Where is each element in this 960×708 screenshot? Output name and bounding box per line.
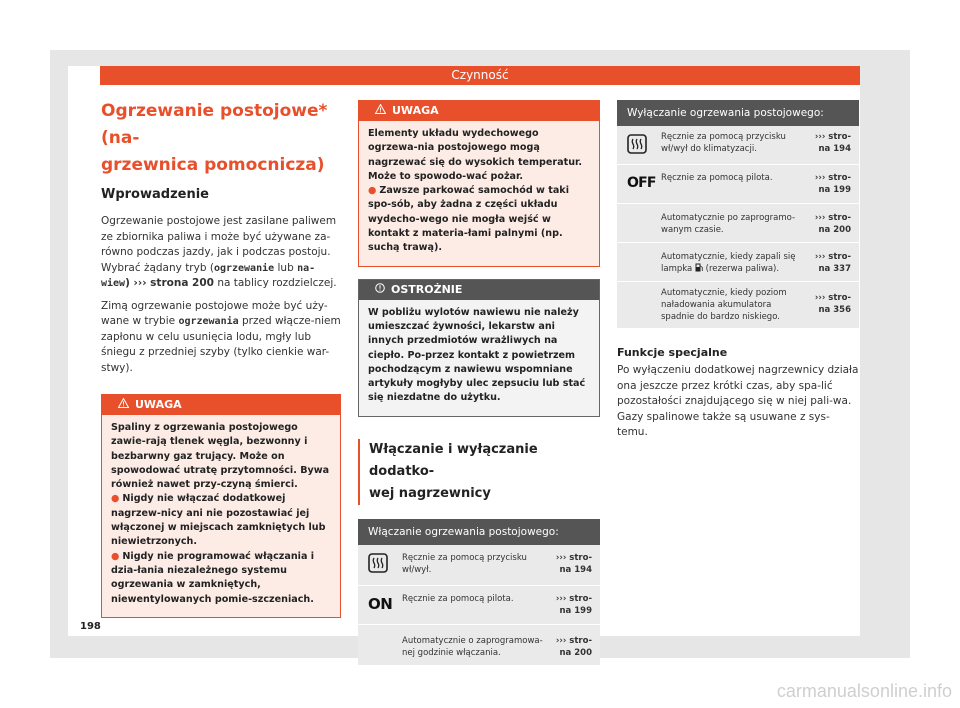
page-reference[interactable]: ››› stro- na 200 [814,213,851,235]
heater-button-icon [368,553,388,573]
warning-text [102,415,340,617]
paragraph-1 [101,214,341,292]
warning-text [359,121,599,266]
warning-box [101,394,341,618]
warning-triangle-icon [375,104,386,114]
mode-label: ogrzewanie [213,262,275,274]
chapter-header: Czynność [100,66,860,85]
switch-off-table [617,100,859,329]
page-reference[interactable]: ››› stro- na 356 [814,293,851,315]
title-line-2: grzewnica pomocnicza) [101,155,325,175]
row-text: Ręcznie za pomocą pilota. [661,173,773,183]
info-circle-icon [375,283,385,293]
table-row [617,204,859,243]
table-row [617,243,859,282]
mode-label: na-wiew [101,262,316,289]
heading-line-1: Włączanie i wyłączanie dodatko- [369,441,538,479]
warning-label: UWAGA [392,104,439,117]
mode-label: ogrzewania [178,316,239,327]
page-reference[interactable]: ››› stro- na 200 [555,635,592,658]
row-text: Automatycznie po zaprogramo-wanym czasie. [661,213,796,235]
warning-paragraph: Spaliny z ogrzewania postojowego zawie-rają tlenek węgla, bezwonny i bezbarwny gaz trujący. Może on spowodować utratę przytomności. Bywa również nawet przy-czyną śmierci. [111,422,330,491]
text: przed włącze-niem zapłonu w celu usunięcia lodu, mgły lub śniegu z przedniej szyby (tylko cienkie war-stwy). [101,315,341,374]
heater-button-icon [627,134,647,154]
off-label-icon: OFF [627,175,656,191]
paragraph-2 [101,299,341,377]
caution-label: OSTROŻNIE [391,282,463,296]
page-number: 198 [80,621,101,632]
caution-text [359,300,599,416]
caution-header [359,280,599,300]
text: lub [274,261,298,274]
switch-on-table [358,519,600,666]
fuel-reserve-icon [695,263,703,272]
table-row [617,126,859,165]
right-column [617,100,859,441]
warning-box [358,100,600,267]
special-functions-heading: Funkcje specjalne [617,346,728,359]
middle-column [358,100,600,666]
table-row [358,545,600,586]
warning-header [359,101,599,121]
table-row [358,625,600,666]
warning-label: UWAGA [135,398,182,411]
watermark: carmanualsonline.info [776,681,952,701]
warning-bullet: ● Nigdy nie włączać dodatkowej nagrzew-nicy ani nie pozostawiać jej włączonej w miejscach zamkniętych lub niewietrzonych. [111,493,326,548]
text: na tablicy rozdzielczej. [213,277,337,289]
page-reference[interactable]: ››› stro- na 194 [555,552,592,575]
warning-paragraph: Elementy układu wydechowego ogrzewa-nia postojowego mogą nagrzewać się do wysokich temperatur. Może to spowodo-wać pożar. [368,128,583,182]
warning-triangle-icon [118,398,129,408]
caution-paragraph: W pobliżu wylotów nawiewu nie należy umieszczać żywności, lekarstw ani innych przedmiotów wrażliwych na ciepło. Po-przez kontakt z powietrzem pochodzącym z nawiewu wspomniane artykuły mogłyby ulec zepsuciu lub stać się niezdatne do użytku. [368,306,586,404]
subtitle: Wprowadzenie [101,187,209,202]
row-text: Ręcznie za pomocą przycisku wł/wył do klimatyzacji. [661,132,786,154]
warning-header [102,395,340,415]
table-header: Włączanie ogrzewania postojowego: [358,519,600,545]
page-reference[interactable]: ››› stro- na 337 [814,252,851,274]
heading-line-2: wej nagrzewnicy [369,485,491,501]
section-title [101,98,341,179]
title-line-1: Ogrzewanie postojowe* (na- [101,101,328,148]
caution-box [358,279,600,417]
page-reference[interactable]: ) ››› strona 200 [125,277,214,289]
row-text: Ręcznie za pomocą przycisku wł/wył. [402,552,527,575]
page-reference[interactable]: ››› stro- na 194 [814,132,851,154]
row-text: Automatycznie, kiedy zapali się lampka (rezerwa paliwa). [661,252,796,274]
text: Ogrzewanie postojowe jest zasilane paliwem ze zbiornika paliwa i może być używane za-równo podczas jazdy, jak i podczas postoju. Wybrać żądany tryb ( [101,215,337,274]
row-text: Automatycznie o zaprogramowa-nej godzinie włączania. [402,635,543,658]
left-column [101,98,341,618]
page-reference[interactable]: ››› stro- na 199 [555,593,592,616]
table-row [617,165,859,204]
on-label-icon: ON [368,594,393,613]
text: Zimą ogrzewanie postojowe może być uży-wane w trybie [101,299,328,327]
table-row [358,586,600,625]
table-header: Wyłączanie ogrzewania postojowego: [617,100,859,126]
warning-bullet: ● Nigdy nie programować włączania i dzia-łania niezależnego systemu ogrzewania w zamkniętych, niewentylowanych pomie-szczeniach. [111,550,315,605]
page-reference[interactable]: ››› stro- na 199 [814,173,851,195]
row-text: Ręcznie za pomocą pilota. [402,593,514,604]
warning-bullet: ● Zawsze parkować samochód w taki spo-sób, aby żadna z części układu wydecho-wego nie mogła wejść w kontakt z materia-łami palnymi (np. suchą trawą). [368,185,569,254]
table-row [617,282,859,329]
section-heading [358,439,600,505]
row-text: Automatycznie, kiedy poziom naładowania akumulatora spadnie do bardzo niskiego. [661,288,787,322]
special-functions-paragraph: Po wyłączeniu dodatkowej nagrzewnicy działa ona jeszcze przez krótki czas, aby spa-lić pozostałości znajdującego się w niej pali-wa. Gazy spalinowe także są usuwane z sys-temu. [617,364,859,438]
